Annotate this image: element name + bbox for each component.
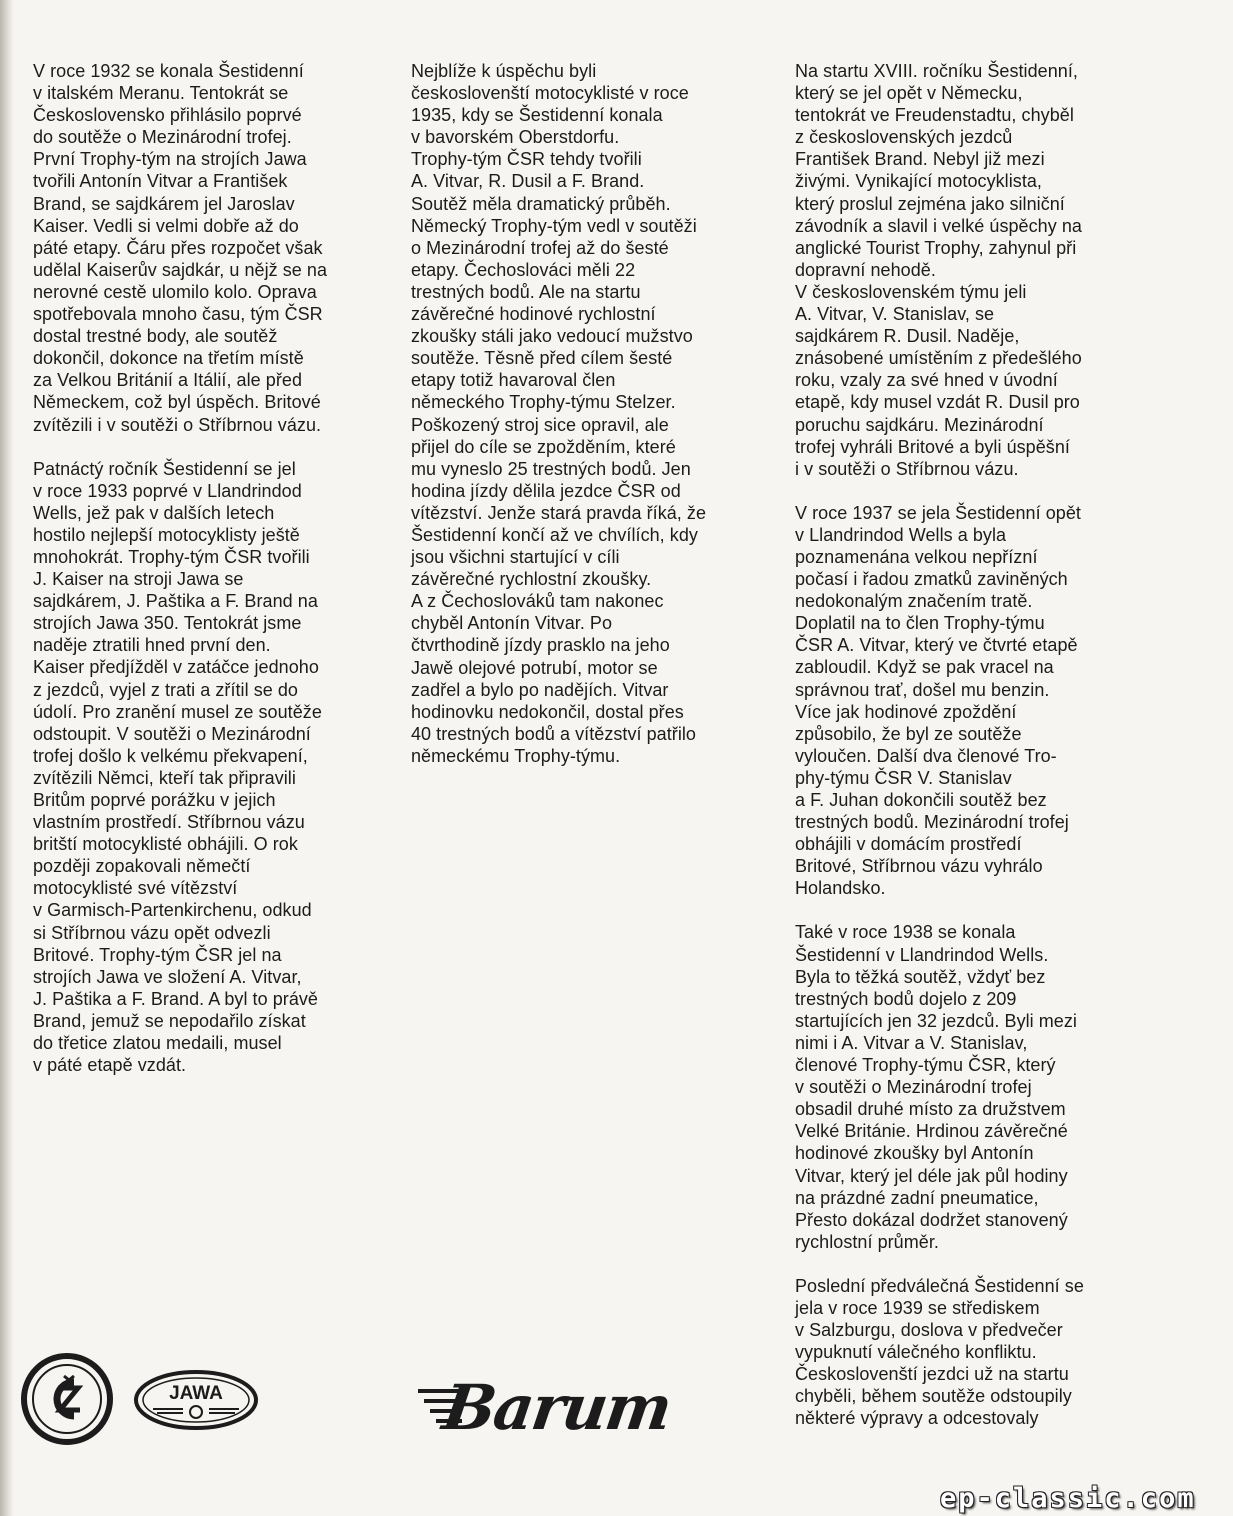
barum-logo-text: Barum <box>438 1377 675 1441</box>
paragraph-1932-merano: V roce 1932 se konala Šestidenní v italském Meranu. Tentokrát se Československo přihlásilo poprvé do soutěže o Mezinárodní trofej. První Trophy-tým na strojích Jawa tvořili Antonín Vitvar a František Brand, se sajdkárem jel Jaroslav Kaiser. Vedli si velmi dobře až do páté etapy. Čáru přes rozpočet však udělal Kaiserův sajdkár, u nějž se na nerovné cestě ulomilo kolo. Oprava spotřebovala mnoho času, tým ČSR dostal trestné body, ale soutěž dokončil, dokonce na třetím místě za Velkou Británií a Itálií, ale před Německem, což byl úspěch. Britové zvítězili i v soutěži o Stříbrnou vázu. <box>33 61 328 435</box>
text-column-left <box>33 60 383 1098</box>
text-column-right <box>795 60 1155 1452</box>
page-spine-shadow <box>0 0 14 1516</box>
paragraph-1939-salzburg: Poslední předválečná Šestidenní se jela v roce 1939 se střediskem v Salzburgu, doslova v předvečer vypuknutí válečného konfliktu. Českoslovenští jezdci už na startu chyběli, během soutěže odstoupily některé výpravy a odcestovaly <box>795 1275 1084 1429</box>
text-column-middle <box>411 60 781 789</box>
jawa-logo-text: JAWA <box>169 1383 223 1404</box>
cz-logo <box>20 1352 114 1446</box>
paragraph-1936-freudenstadt: Na startu XVIII. ročníku Šestidenní, který se jel opět v Německu, tentokrát ve Freudenstadtu, chyběl z československých jezdců František Brand. Nebyl již mezi živými. Vynikající motocyklista, který proslul zejména jako silniční závodník a slavil i velké úspěchy na anglické Tourist Trophy, zahynul při dopravní nehodě. V československém týmu jeli A. Vitvar, V. Stanislav, se sajdkárem R. Dusil. Naděje, znásobené umístěním z předešlého roku, vzaly za své hned v úvodní etapě, kdy musel vzdát R. Dusil pro poruchu sajdkáru. Mezinárodní trofej vyhráli Britové a byli úspěšní i v soutěži o Stříbrnou vázu. <box>795 61 1082 479</box>
barum-logo <box>414 1377 734 1441</box>
paragraph-1935-oberstdorf: Nejblíže k úspěchu byli českoslovenští motocyklisté v roce 1935, kdy se Šestidenní konala v bavorském Oberstdorfu. Trophy-tým ČSR tehdy tvořili A. Vitvar, R. Dusil a F. Brand. Soutěž měla dramatický průběh. Německý Trophy-tým vedl v soutěži o Mezinárodní trofej až do šesté etapy. Čechoslováci měli 22 trestných bodů. Ale na startu závěrečné hodinové rychlostní zkoušky stáli jako vedoucí mužstvo soutěže. Těsně před cílem šesté etapy totiž havaroval člen německého Trophy-týmu Stelzer. Poškozený stroj sice opravil, ale přijel do cíle se zpožděním, které mu vyneslo 25 trestných bodů. Jen hodina jízdy dělila jezdce ČSR od vítězství. Jenže stará pravda říká, že Šestidenní končí až ve chvílích, kdy jsou všichni startující v cíli závěrečné rychlostní zkoušky. A z Čechoslováků tam nakonec chyběl Antonín Vitvar. Po čtvrthodině jízdy prasklo na jeho Jawě olejové potrubí, motor se zadřel a bylo po nadějích. Vitvar hodinovku nedokončil, dostal přes 40 trestných bodů a vítězství patřilo německému Trophy-týmu. <box>411 61 707 766</box>
site-watermark: ep-classic.com <box>940 1483 1196 1514</box>
jawa-logo <box>133 1369 259 1431</box>
paragraph-1937-llandrindod: V roce 1937 se jela Šestidenní opět v Llandrindod Wells a byla poznamenána velkou nepřízní počasí i řadou zmatků zaviněných nedokonalým značením tratě. Doplatil na to člen Trophy-týmu ČSR A. Vitvar, který ve čtvrté etapě zabloudil. Když se pak vracel na správnou trať, došel mu benzin. Více jak hodinové zpoždění způsobilo, že byl ze soutěže vyloučen. Další dva členové Tro- phy-týmu ČSR V. Stanislav a F. Juhan dokončili soutěž bez trestných bodů. Mezinárodní trofej obhájili v domácím prostředí Britové, Stříbrnou vázu vyhrálo Holandsko. <box>795 502 1081 899</box>
paragraph-1938-llandrindod: Také v roce 1938 se konala Šestidenní v Llandrindod Wells. Byla to těžká soutěž, vždyť bez trestných bodů dojelo z 209 startujících jen 32 jezdců. Byli mezi nimi i A. Vitvar a V. Stanislav, členové Trophy-týmu ČSR, který v soutěži o Mezinárodní trofej obsadil druhé místo za družstvem Velké Británie. Hrdinou závěrečné hodinové zkoušky byl Antonín Vitvar, který jel déle jak půl hodiny na prázdné zadní pneumatice, Přesto dokázal dodržet stanovený rychlostní průměr. <box>795 922 1077 1252</box>
paragraph-1933-llandrindod: Patnáctý ročník Šestidenní se jel v roce 1933 poprvé v Llandrindod Wells, jež pak v dalších letech hostilo nejlepší motocyklisty ještě mnohokrát. Trophy-tým ČSR tvořili J. Kaiser na stroji Jawa se sajdkárem, J. Paštika a F. Brand na strojích Jawa 350. Tentokrát jsme naděje ztratili hned první den. Kaiser předjížděl v zatáčce jednoho z jezdců, vyjel z trati a zřítil se do údolí. Pro zranění musel ze soutěže odstoupit. V soutěži o Mezinárodní trofej došlo k velkému překvapení, zvítězili Němci, kteří tak připravili Britům poprvé porážku v jejich vlastním prostředí. Stříbrnou vázu britští motocyklisté obhájili. O rok později zopakovali němečtí motocyklisté své vítězství v Garmisch-Partenkirchenu, odkud si Stříbrnou vázu opět odvezli Britové. Trophy-tým ČSR jel na strojích Jawa ve složení A. Vitvar, J. Paštika a F. Brand. A byl to právě Brand, jemuž se nepodařilo získat do třetice zlatou medaili, musel v páté etapě vzdát. <box>33 458 322 1076</box>
